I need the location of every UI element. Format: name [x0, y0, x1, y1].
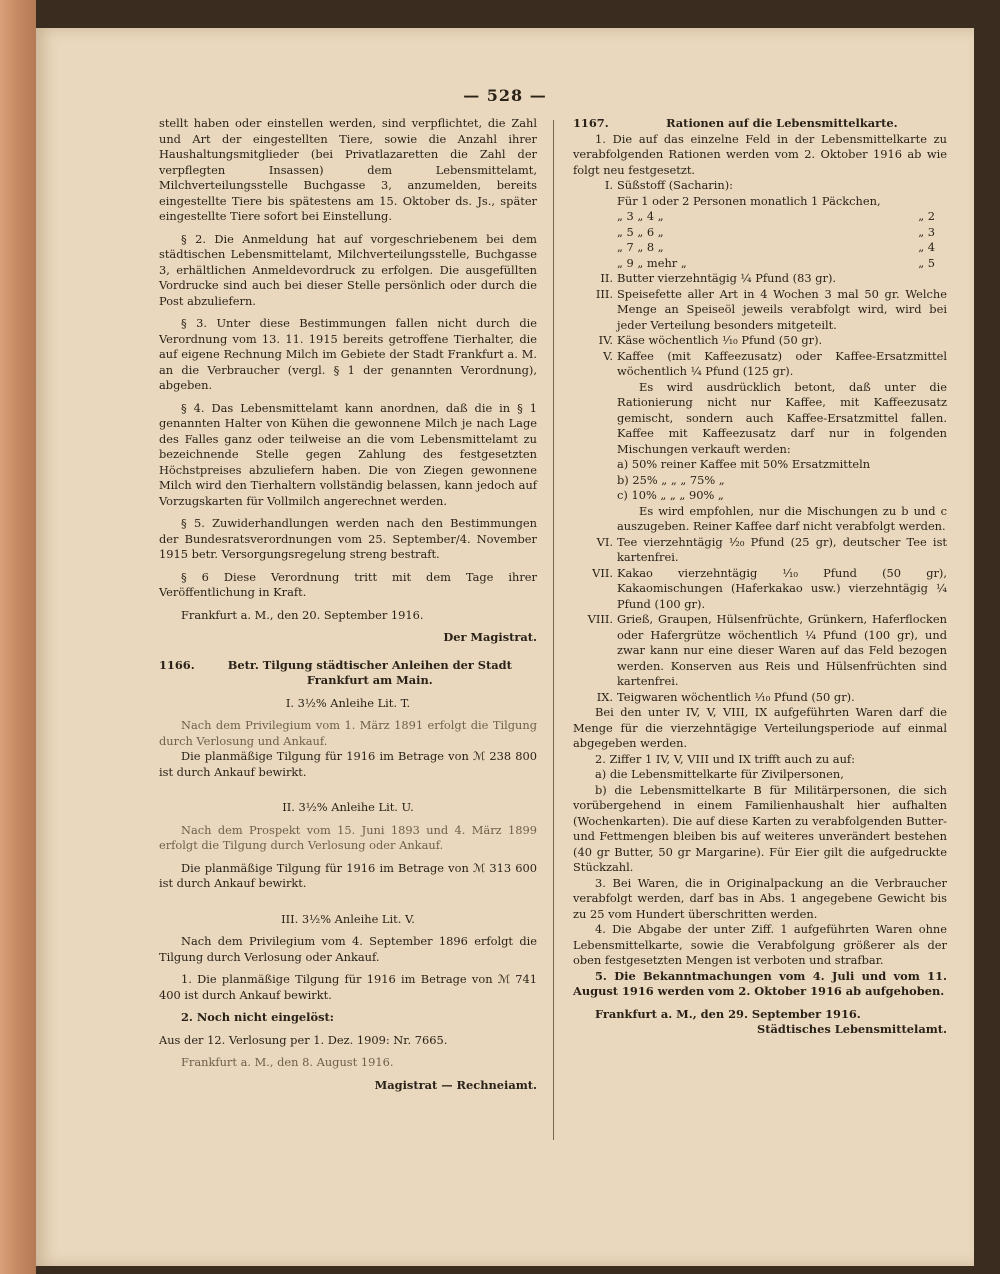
packets: „ 3 — [918, 224, 935, 239]
ration-table-row — [573, 225, 947, 241]
ration-text: Es wird empfohlen, nur die Mischungen zu b und c auszugeben. Reiner Kaffee darf nicht verabfolgt werden. — [617, 503, 947, 533]
paragraph: Bei den unter IV, V, VIII, IX aufgeführten Waren darf die Menge für die vierzehntägige Verteilungsperiode auf einmal abgegeben werden. — [573, 705, 947, 750]
ration-number: VI. — [596, 534, 613, 549]
mix-c: c) 10% „ „ „ 90% „ — [617, 488, 724, 502]
paragraph: 3. Bei Waren, die in Originalpackung an die Verbraucher verabfolgt werden, darf bas in Abs. 1 angegebene Gewicht bis zu 25 vom Hundert überschritten werden. — [573, 875, 947, 921]
ration-item-ii — [573, 271, 947, 287]
notice-number: 1167. — [573, 116, 609, 130]
notice-number: 1166. — [159, 657, 195, 672]
ration-item-iv — [573, 333, 947, 349]
ration-table-row — [573, 209, 947, 225]
mix-b: b) 25% „ „ „ 75% „ — [617, 472, 725, 487]
paragraph: Nach dem Privilegium vom 4. September 1896 erfolgt die Tilgung durch Verlosung oder Ankauf. — [159, 934, 537, 964]
ration-text: Butter vierzehntägig ¼ Pfund (83 gr). — [617, 271, 837, 285]
ration-text: Grieß, Graupen, Hülsenfrüchte, Grünkern, Haferflocken oder Hafergrütze wöchentlich ¼ Pfund (100 gr), und zwar kann nur eine dieser Waren auf das Feld bezogen werden. Konserven aus Reis und Hülsenfrüchten sind kartenfrei. — [617, 612, 947, 688]
ration-number: I. — [604, 178, 613, 192]
persons: „ 3 „ 4 „ — [617, 209, 664, 223]
ration-item-vii — [573, 566, 947, 613]
persons: „ 5 „ 6 „ — [617, 224, 664, 239]
signature: Der Magistrat. — [443, 630, 537, 644]
signature: Magistrat — Rechneiamt. — [374, 1077, 537, 1092]
ration-table-row: Für 1 oder 2 Personen monatlich 1 Päckchen, — [617, 193, 881, 208]
section-heading: III. 3½% Anleihe Lit. V. — [281, 911, 415, 926]
ration-number: IV. — [598, 333, 613, 347]
ration-item-i — [573, 178, 947, 194]
ration-body — [617, 349, 947, 535]
page-number: — 528 — — [463, 86, 547, 105]
notice-heading-1166 — [159, 658, 537, 689]
ration-number: IX. — [596, 689, 613, 704]
ration-text: Käse wöchentlich ¹⁄₁₀ Pfund (50 gr). — [617, 333, 823, 347]
ration-text: Tee vierzehntägig ¹⁄₂₀ Pfund (25 gr), deutscher Tee ist kartenfrei. — [617, 534, 947, 564]
left-column — [159, 116, 537, 1093]
paragraph: 2. Ziffer 1 IV, V, VIII und IX trifft auch zu auf: — [595, 751, 855, 766]
ration-number: III. — [595, 286, 613, 301]
ration-text: Teigwaren wöchentlich ¹⁄₁₀ Pfund (50 gr). — [617, 689, 855, 704]
paragraph: b) die Lebensmittelkarte B für Militärpersonen, die sich vorübergehend in einem Familienhaushalt hier aufhalten (Wochenkarten). Die auf diese Karten zu verabfolgenden Butter- und Fettmengen bleiben bis auf weiteres unverändert bestehen (40 gr Butter, 50 gr Margarine). Für Eier gilt die aufgedruckte Stückzahl. — [573, 782, 947, 874]
persons: „ 9 „ mehr „ — [617, 255, 687, 270]
ration-number: II. — [600, 271, 613, 285]
ration-number: VII. — [592, 565, 613, 580]
ration-text: Kaffee (mit Kaffeezusatz) oder Kaffee-Ersatzmittel wöchentlich ¼ Pfund (125 gr). — [617, 348, 947, 378]
ration-item-ix — [573, 690, 947, 706]
column-divider — [553, 120, 554, 1140]
packets: „ 2 — [918, 209, 935, 223]
paragraph: 4. Die Abgabe der unter Ziff. 1 aufgeführten Waren ohne Lebensmittelkarte, sowie die Verabfolgung größerer als der oben festgesetzten Mengen ist verboten und strafbar. — [573, 922, 947, 967]
date-line: Frankfurt a. M., den 8. August 1916. — [181, 1055, 394, 1069]
section-heading: I. 3½% Anleihe Lit. T. — [285, 695, 411, 710]
ration-table-row — [573, 240, 947, 256]
mix-a: a) 50% reiner Kaffee mit 50% Ersatzmitteln — [617, 457, 871, 471]
notice-title: Rationen auf die Lebensmittelkarte. — [666, 116, 898, 130]
paragraph: Die planmäßige Tilgung für 1916 im Betrage von ℳ 313 600 ist durch Ankauf bewirkt. — [159, 860, 537, 890]
ration-number: VIII. — [587, 612, 613, 626]
ration-item-iii — [573, 287, 947, 334]
paragraph: Die planmäßige Tilgung für 1916 im Betrage von ℳ 238 800 ist durch Ankauf bewirkt. — [159, 749, 537, 779]
paragraph: Nach dem Prospekt vom 15. Juni 1893 und 4. März 1899 erfolgt die Tilgung durch Verlosung oder Ankauf. — [159, 822, 537, 852]
right-column — [573, 116, 947, 1038]
ration-item-v — [573, 349, 947, 535]
packets: „ 4 — [918, 240, 935, 254]
ration-text: Kakao vierzehntägig ¹⁄₁₀ Pfund (50 gr), Kakaomischungen (Haferkakao usw.) vierzehntägig ¼ Pfund (100 gr). — [617, 565, 947, 611]
paragraph: Nach dem Privilegium vom 1. März 1891 erfolgt die Tilgung durch Verlosung und Ankauf. — [159, 718, 537, 748]
ration-text: Speisefette aller Art in 4 Wochen 3 mal 50 gr. Welche Menge an Speiseöl jeweils verabfolgt wird, wird bei jeder Verteilung besonders mitgeteilt. — [617, 286, 947, 332]
paragraph: a) die Lebensmittelkarte für Zivilpersonen, — [595, 767, 844, 781]
paragraph: 1. Die planmäßige Tilgung für 1916 im Betrage von ℳ 741 400 ist durch Ankauf bewirkt. — [159, 972, 537, 1002]
ration-item-vi — [573, 535, 947, 566]
paragraph-section-3: § 3. Unter diese Bestimmungen fallen nicht durch die Verordnung vom 13. 11. 1915 bereits getroffene Tierhalter, die auf eigene Rechnung Milch im Gebiete der Stadt Frankfurt a. M. an die Verbraucher (vergl. § 1 der genannten Verordnung), abgeben. — [159, 316, 537, 392]
ration-table-row — [573, 256, 947, 272]
section-heading: II. 3½% Anleihe Lit. U. — [282, 800, 414, 814]
paragraph-section-2: § 2. Die Anmeldung hat auf vorgeschriebenem bei dem städtischen Lebensmittelamt, Milchverteilungsstelle, Buchgasse 3, erhältlichen Anmeldevordruck zu erfolgen. Die ausgefüllten Vordrucke sind auch bei dieser Stelle persönlich oder durch die Post abzuliefern. — [159, 231, 537, 308]
ration-number: V. — [603, 348, 613, 363]
paragraph: Aus der 12. Verlosung per 1. Dez. 1909: Nr. 7665. — [159, 1032, 448, 1047]
book-spine — [0, 0, 36, 1274]
ration-text: Es wird ausdrücklich betont, daß unter die Rationierung nicht nur Kaffee, mit Kaffeezusatz gemischt, sondern auch Kaffee-Ersatzmittel fallen. Kaffee mit Kaffeezusatz darf nur in folgenden Mischungen verkauft werden: — [617, 379, 947, 456]
packets: „ 5 — [918, 255, 935, 270]
paragraph: 5. Die Bekanntmachungen vom 4. Juli und vom 11. August 1916 werden vom 2. Oktober 1916 ab aufgehoben. — [573, 968, 947, 998]
paragraph: 2. Noch nicht eingelöst: — [181, 1010, 334, 1024]
paragraph-section-5: § 5. Zuwiderhandlungen werden nach den Bestimmungen der Bundesratsverordnungen vom 25. September/4. November 1915 betr. Versorgungsregelung streng bestraft. — [159, 516, 537, 561]
paragraph-section-6: § 6 Diese Verordnung tritt mit dem Tage ihrer Veröffentlichung in Kraft. — [159, 569, 537, 599]
paragraph: stellt haben oder einstellen werden, sind verpflichtet, die Zahl und Art der eingestellten Tiere, sowie die Anzahl ihrer Haushaltungsmitglieder (bei Privatlazaretten die Zahl der verpflegten Insassen) dem Lebensmittelamt, Milchverteilungsstelle Buchgasse 3, anzumelden, bereits eingestellte Tiere bis spätestens am 15. Oktober ds. Js., später eingestellte Tiere sofort bei Einstellung. — [159, 116, 537, 223]
paragraph-section-4: § 4. Das Lebensmittelamt kann anordnen, daß die in § 1 genannten Halter von Kühen die gewonnene Milch je nach Lage des Falles ganz oder teilweise an die vom Lebensmittelamt zu bezeichnende Stelle gegen Zahlung des festgesetzten Höchstpreises abzuliefern haben. Die von Ziegen gewonnene Milch wird den Tierhaltern vollständig belassen, kann jedoch auf Vorzugskarten für Vollmilch angerechnet werden. — [159, 400, 537, 508]
date-line: Frankfurt a. M., den 20. September 1916. — [181, 607, 424, 622]
ration-item-viii — [573, 612, 947, 690]
ration-text: Süßstoff (Sacharin): — [617, 178, 733, 192]
page — [36, 28, 974, 1266]
persons: „ 7 „ 8 „ — [617, 240, 664, 254]
notice-title: Betr. Tilgung städtischer Anleihen der Stadt Frankfurt am Main. — [227, 657, 512, 687]
date-line: Frankfurt a. M., den 29. September 1916. — [595, 1006, 861, 1021]
notice-heading-1167 — [573, 116, 947, 132]
paragraph: 1. Die auf das einzelne Feld in der Lebensmittelkarte zu verabfolgenden Rationen werden vom 2. Oktober 1916 ab wie folgt neu festgesetzt. — [573, 131, 947, 177]
signature: Städtisches Lebensmittelamt. — [757, 1022, 947, 1036]
